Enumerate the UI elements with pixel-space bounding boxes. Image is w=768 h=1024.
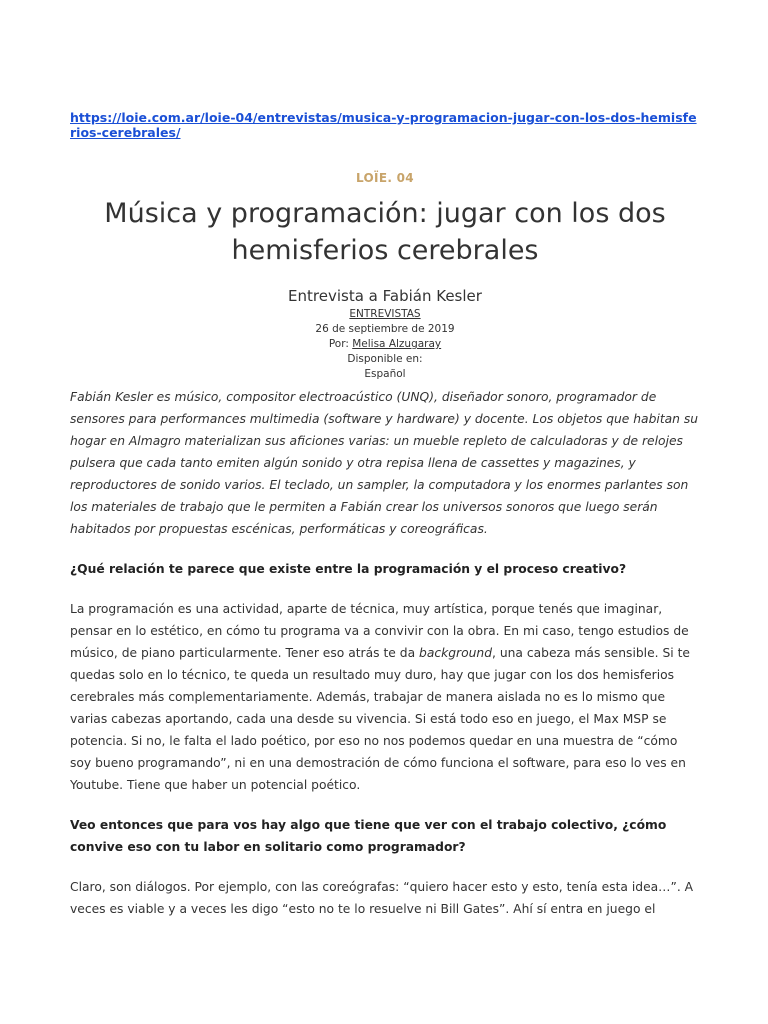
article-subtitle: Entrevista a Fabián Kesler [288,287,482,305]
author-link[interactable]: Melisa Alzugaray [352,338,442,350]
available-label: Disponible en: [347,353,423,365]
source-url-link[interactable]: https://loie.com.ar/loie-04/entrevistas/musica-y-programacion-jugar-con-los-dos-hemisferios-cerebrales/ [70,110,697,140]
interview-question-2: Veo entonces que para vos hay algo que tiene que ver con el trabajo colectivo, ¿cómo convive eso con tu labor en solitario como programador? [70,818,667,854]
answer-1-part-2: , una cabeza más sensible. Si te quedas solo en lo técnico, te queda un resultado muy duro, hay que jugar con los dos hemisferios cerebrales más complementariamente. Además, trabajar de manera aislada no es lo mismo que varias cabezas aportando, cada una desde su vivencia. Si está todo eso en juego, el Max MSP se potencia. Si no, le falta el lado poético, por eso no nos podemos quedar en una muestra de “cómo soy bueno programando”, ni en una demostración de cómo funciona el software, para eso lo ves en Youtube. Tiene que haber un potencial poético. [70,646,690,792]
author-line [70,337,700,352]
author-prefix: Por: [328,338,353,350]
answer-1-part-1: La programación es una actividad, aparte de técnica, muy artística, porque tenés que imaginar, pensar en lo estético, en cómo tu programa va a convivir con la obra. En mi caso, tengo estudios de músico, de piano particularmente. Tener eso atrás te da [70,602,689,660]
article-date: 26 de septiembre de 2019 [315,323,455,335]
answer-1-emphasis: background [419,646,493,660]
issue-kicker: LOÏE. 04 [356,171,414,185]
interview-answer-1 [70,598,700,796]
category-link[interactable]: ENTREVISTAS [349,308,421,320]
language-option[interactable]: Español [364,368,406,380]
article-lead: Fabián Kesler es músico, compositor electroacústico (UNQ), diseñador sonoro, programador de sensores para performances multimedia (software y hardware) y docente. Los objetos que habitan su hogar en Almagro materializan sus aficiones varias: un mueble repleto de calculadoras y de relojes pulsera que cada tanto emiten algún sonido y otra repisa llena de cassettes y magazines, y reproductores de sonido varios. El teclado, un sampler, la computadora y los enormes parlantes son los materiales de trabajo que le permiten a Fabián crear los universos sonoros que luego serán habitados por propuestas escénicas, performáticas y coreográficas. [70,390,699,536]
article-meta [70,307,700,382]
document-page [70,110,700,920]
interview-question-1: ¿Qué relación te parece que existe entre la programación y el proceso creativo? [70,562,627,576]
article-title: Música y programación: jugar con los dos hemisferios cerebrales [104,198,666,266]
interview-answer-2: Claro, son diálogos. Por ejemplo, con las coreógrafas: “quiero hacer esto y esto, tenía esta idea…”. A veces es viable y a veces les digo “esto no te lo resuelve ni Bill Gates”. Ahí sí entra en juego el [70,880,694,916]
